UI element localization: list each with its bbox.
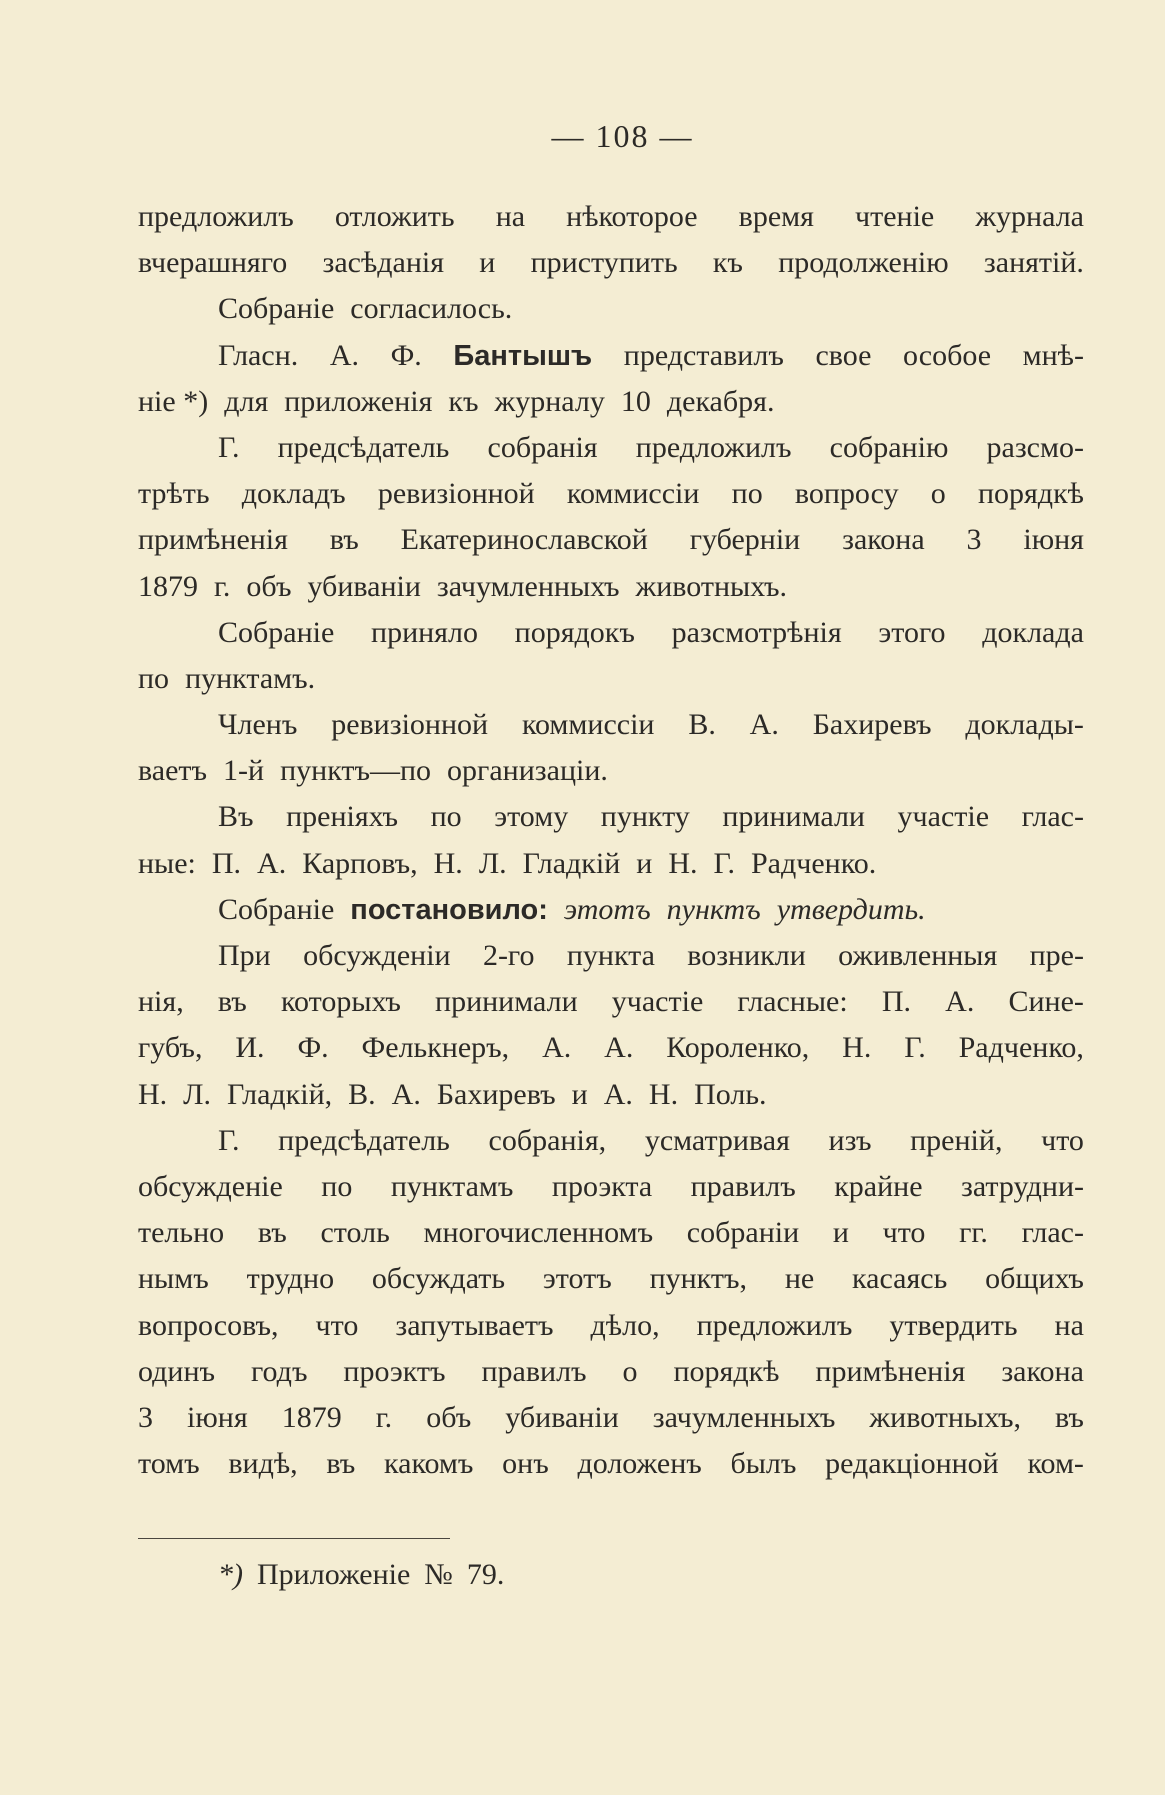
- word: въ: [257, 1216, 287, 1250]
- word: доклада: [982, 615, 1084, 649]
- word: пунктъ,: [649, 1262, 747, 1296]
- word: продолженію: [778, 246, 949, 280]
- text-line: [138, 1078, 1084, 1124]
- word: этотъ: [542, 1262, 612, 1296]
- word: Радченко,: [958, 1031, 1084, 1065]
- word: При: [218, 939, 271, 972]
- word: и: [636, 846, 653, 880]
- word: ваетъ: [138, 754, 208, 788]
- word: А.: [542, 1031, 572, 1065]
- word: Л.: [183, 1077, 212, 1111]
- word: Л.: [478, 846, 507, 880]
- word: А.: [329, 338, 360, 372]
- word: общихъ: [985, 1262, 1084, 1296]
- word: которыхъ: [280, 985, 401, 1019]
- word: Г.: [218, 430, 240, 464]
- word: порядкѣ: [977, 477, 1084, 511]
- word: къ: [712, 246, 743, 280]
- word: П.: [211, 846, 242, 880]
- word: Поль.: [694, 1077, 767, 1111]
- text-line: [138, 1447, 1084, 1493]
- word: пре-: [1029, 939, 1084, 972]
- word: Н.: [433, 846, 463, 880]
- word: убиваніи: [307, 569, 421, 603]
- page-number: — 108 —: [551, 118, 694, 154]
- word: ные:: [138, 846, 196, 880]
- word: порядокъ: [514, 615, 635, 649]
- word: Фелькнеръ,: [361, 1031, 510, 1065]
- word: видѣ,: [228, 1447, 298, 1481]
- word: Ф.: [297, 1031, 329, 1065]
- word: А.: [945, 985, 975, 1019]
- word: тельно: [138, 1216, 225, 1250]
- word: о: [930, 477, 946, 511]
- word: закона: [1001, 1354, 1084, 1388]
- word: предложилъ: [138, 200, 294, 233]
- word: въ: [326, 1447, 356, 1481]
- text-line: [138, 1216, 1084, 1262]
- word: о: [622, 1354, 638, 1388]
- word: объ: [426, 1400, 472, 1434]
- text-line: [138, 939, 1084, 985]
- word: А.: [603, 1077, 633, 1111]
- word: гласные:: [737, 985, 848, 1019]
- word: и: [479, 246, 496, 280]
- word: предложилъ: [635, 430, 792, 464]
- word: представилъ: [623, 338, 784, 372]
- text-line: [138, 1355, 1084, 1401]
- word: 10: [620, 384, 651, 418]
- word: собранія: [487, 430, 598, 464]
- word: пунктамъ.: [185, 661, 316, 695]
- word: этого: [878, 615, 946, 649]
- word: приложенія: [284, 384, 433, 418]
- word: пунктъ—по: [280, 754, 432, 788]
- word: приступить: [530, 246, 678, 280]
- word: А.: [604, 1031, 634, 1065]
- word: коммиссіи: [566, 477, 700, 511]
- word: пункту: [600, 800, 690, 834]
- body-text: [138, 200, 1084, 1493]
- word: Собраніе: [218, 615, 335, 649]
- word: затрудни-: [961, 1169, 1084, 1203]
- word: какомъ: [384, 1447, 474, 1481]
- word: что: [1041, 1123, 1084, 1157]
- word: свое: [815, 338, 872, 372]
- word: что: [882, 1216, 926, 1250]
- word: Г.: [713, 846, 735, 880]
- word: участіе: [611, 985, 704, 1019]
- text-line: [138, 1170, 1084, 1216]
- word: собранія,: [488, 1123, 607, 1157]
- text-line: [138, 1262, 1084, 1308]
- word: пунктъ: [666, 892, 761, 926]
- word: ком-: [1027, 1447, 1084, 1481]
- word: Н.: [648, 1077, 679, 1111]
- word: 1879: [138, 569, 198, 603]
- word: былъ: [730, 1447, 797, 1481]
- word: 3: [966, 523, 982, 557]
- word: Членъ: [218, 708, 298, 742]
- word: предсѣдатель: [278, 1123, 450, 1157]
- word: возникли: [687, 939, 806, 972]
- word: Н.: [842, 1031, 872, 1065]
- word: іюня: [1023, 523, 1084, 557]
- word: коммиссіи: [521, 708, 655, 742]
- word: губерніи: [689, 523, 801, 557]
- text-line: [138, 200, 1084, 246]
- text-line: [138, 570, 1084, 616]
- word: Ф.: [390, 338, 422, 372]
- word: проэкта: [551, 1169, 653, 1203]
- word: предсѣдатель: [277, 430, 450, 464]
- word: Г.: [218, 1123, 240, 1157]
- word: Бахиревъ: [812, 708, 932, 742]
- word: для: [224, 384, 269, 418]
- word: В.: [348, 1077, 376, 1111]
- word: Бантышъ: [453, 339, 593, 372]
- word: столь: [320, 1216, 390, 1250]
- word: по: [731, 477, 763, 511]
- word: собраніи: [686, 1216, 800, 1250]
- word: Бахиревъ: [436, 1077, 556, 1111]
- word: губъ,: [138, 1031, 203, 1065]
- word: А.: [257, 846, 287, 880]
- word: дѣло,: [590, 1308, 660, 1342]
- text-line: [138, 1309, 1084, 1355]
- word: обсуждать: [371, 1262, 506, 1296]
- word: что: [315, 1308, 359, 1342]
- word: разсмо-: [986, 430, 1084, 464]
- text-line: [138, 1401, 1084, 1447]
- word: Гладкій,: [227, 1077, 333, 1111]
- word: мнѣ-: [1022, 338, 1084, 372]
- text-line: [138, 246, 1084, 292]
- word: обсужденіе: [138, 1169, 283, 1203]
- text-line: [138, 523, 1084, 569]
- word: Г.: [904, 1031, 926, 1065]
- word: Карповъ,: [302, 846, 418, 880]
- word: засѣданія: [322, 246, 445, 280]
- word: Н.: [138, 1077, 168, 1111]
- word: приняло: [371, 615, 478, 649]
- word: многочисленномъ: [423, 1216, 654, 1250]
- word: томъ: [138, 1447, 200, 1481]
- word: примѣненія: [138, 523, 288, 557]
- word: зачумленныхъ: [652, 1400, 836, 1434]
- word: трудно: [246, 1262, 335, 1296]
- word: онъ: [502, 1447, 549, 1481]
- word: организаціи.: [447, 754, 608, 788]
- word: пунктамъ: [390, 1169, 514, 1203]
- word: и: [571, 1077, 588, 1111]
- word: занятій.: [983, 246, 1084, 280]
- footnote-word: *): [218, 1558, 243, 1591]
- footnote-word: №: [424, 1558, 453, 1591]
- word: по: [430, 800, 462, 834]
- word: этотъ: [563, 892, 651, 926]
- word: касаясь: [852, 1262, 948, 1296]
- word: изъ: [828, 1123, 872, 1157]
- word: вопросовъ,: [138, 1308, 279, 1342]
- text-line: [138, 1031, 1084, 1077]
- word: нія,: [138, 985, 184, 1019]
- word: примѣненія: [815, 1354, 966, 1388]
- word: участіе: [897, 800, 990, 834]
- text-line: [138, 893, 1084, 939]
- word: Екатеринославской: [400, 523, 648, 557]
- word: Короленко,: [666, 1031, 810, 1065]
- text-line: [138, 292, 1084, 338]
- text-line: [138, 985, 1084, 1031]
- word: іюня: [187, 1400, 248, 1434]
- footnote: [218, 1558, 518, 1592]
- word: животныхъ,: [869, 1400, 1021, 1434]
- word: г.: [214, 569, 231, 603]
- word: 3: [138, 1400, 153, 1434]
- word: усматривая: [644, 1123, 790, 1157]
- word: Собраніе: [218, 892, 335, 926]
- text-line: [138, 800, 1084, 846]
- text-line: [138, 847, 1084, 893]
- word: журналу: [494, 384, 605, 418]
- word: Радченко.: [750, 846, 877, 880]
- word: время: [738, 200, 814, 233]
- word: Сине-: [1008, 985, 1084, 1019]
- word: г.: [375, 1400, 393, 1434]
- word: 1879: [281, 1400, 342, 1434]
- word: по: [138, 661, 170, 695]
- word: редакціонной: [825, 1447, 999, 1481]
- footnote-word: 79.: [466, 1558, 505, 1591]
- word: преній,: [910, 1123, 1003, 1157]
- word: доклады-: [965, 708, 1084, 742]
- footnote-word: Приложеніе: [257, 1558, 411, 1591]
- word: по: [321, 1169, 353, 1203]
- word: годъ: [250, 1354, 308, 1388]
- word: В.: [688, 708, 716, 742]
- text-line: [138, 339, 1084, 385]
- word: обсужденіи: [303, 939, 451, 972]
- word: въ: [329, 523, 359, 557]
- text-line: [138, 1124, 1084, 1170]
- text-line: [138, 754, 1084, 800]
- word: нымъ: [138, 1262, 209, 1296]
- word: утвердить: [889, 1308, 1018, 1342]
- word: П.: [881, 985, 911, 1019]
- word: пункта: [566, 939, 655, 972]
- word: чтеніе: [855, 200, 935, 233]
- word: крайне: [834, 1169, 923, 1203]
- word: разсмотрѣнія: [671, 615, 842, 649]
- word: ревизіонной: [377, 477, 535, 511]
- word: доложенъ: [577, 1447, 702, 1481]
- footnote-divider: [138, 1538, 450, 1539]
- word: особое: [903, 338, 992, 372]
- word: принимали: [722, 800, 865, 834]
- word: къ: [448, 384, 479, 418]
- word: въ: [1055, 1400, 1084, 1434]
- word: правилъ: [481, 1354, 587, 1388]
- word: этому: [494, 800, 569, 834]
- word: проэктъ: [343, 1354, 446, 1388]
- word: И.: [235, 1031, 265, 1065]
- word: глас-: [1021, 800, 1084, 834]
- word: Гласн.: [218, 338, 299, 372]
- text-line: [138, 662, 1084, 708]
- text-line: [138, 431, 1084, 477]
- word: глас-: [1021, 1216, 1084, 1250]
- word: порядкѣ: [673, 1354, 780, 1388]
- word: собранію: [829, 430, 949, 464]
- word: одинъ: [138, 1354, 216, 1388]
- word: Н.: [668, 846, 698, 880]
- word: А.: [391, 1077, 421, 1111]
- word: и: [832, 1216, 849, 1250]
- word: гг.: [959, 1216, 988, 1250]
- word: запутываетъ: [395, 1308, 554, 1342]
- word: журнала: [975, 200, 1084, 233]
- word: Собраніе: [218, 292, 335, 326]
- word: декабря.: [666, 384, 775, 418]
- word: въ: [217, 985, 247, 1019]
- word: ніе *): [138, 384, 209, 418]
- word: на: [495, 200, 526, 233]
- word: правилъ: [690, 1169, 796, 1203]
- word: Въ: [218, 800, 254, 834]
- word: объ: [246, 569, 292, 603]
- word: нѣкоторое: [566, 200, 698, 233]
- word: животныхъ.: [635, 569, 788, 603]
- text-line: [138, 708, 1084, 754]
- word: вопросу: [794, 477, 899, 511]
- text-line: [138, 616, 1084, 662]
- word: закона: [842, 523, 925, 557]
- word: преніяхъ: [286, 800, 399, 834]
- text-line: [138, 477, 1084, 523]
- word: А.: [749, 708, 779, 742]
- word: Гладкій: [522, 846, 621, 880]
- word: ревизіонной: [331, 708, 489, 742]
- word: постановило:: [350, 893, 548, 926]
- word: согласилось.: [350, 292, 513, 326]
- word: зачумленныхъ: [436, 569, 620, 603]
- word: трѣть: [138, 477, 210, 511]
- word: 1-й: [223, 754, 265, 788]
- word: утвердить.: [776, 892, 926, 926]
- word: убиваніи: [505, 1400, 619, 1434]
- word: не: [784, 1262, 815, 1296]
- word: принимали: [435, 985, 578, 1019]
- text-line: [138, 385, 1084, 431]
- word: отложить: [334, 200, 455, 233]
- word: на: [1054, 1308, 1084, 1342]
- word: 2-го: [482, 939, 535, 972]
- word: оживленныя: [838, 939, 998, 972]
- word: предложилъ: [696, 1308, 853, 1342]
- word: докладъ: [241, 477, 346, 511]
- word: вчерашняго: [138, 246, 288, 280]
